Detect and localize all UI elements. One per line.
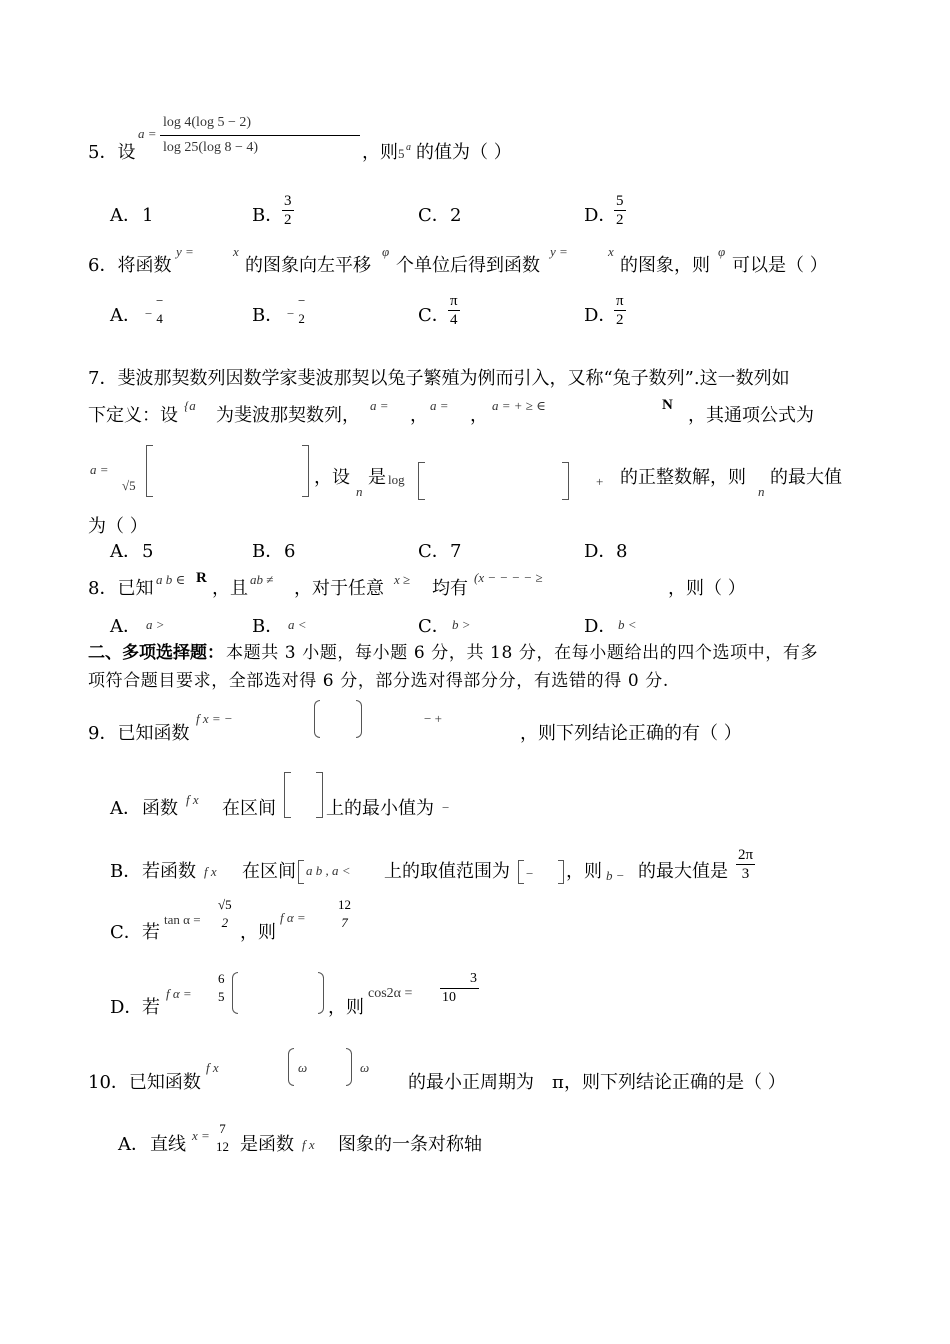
q9-opt-d-paren-left — [232, 972, 238, 1014]
q9-opt-c-t1: 若 — [142, 922, 160, 943]
q8-opt-d-label: D． — [584, 616, 617, 637]
q7-log-bracket-left — [418, 462, 425, 500]
q6-x2: x — [608, 244, 614, 259]
q9-opt-b-bminus: b − — [606, 868, 625, 883]
q9-opt-a-minus: − — [442, 800, 450, 815]
q7-opt-d-label: D． — [584, 541, 617, 562]
q7-a2: a = — [430, 398, 449, 413]
q9-rest: − + — [424, 711, 442, 726]
q8-abne: ab ≠ — [250, 572, 274, 587]
q5-tail: ，则 — [362, 142, 398, 163]
q9-paren-left — [314, 700, 320, 738]
q7-plus: + — [596, 474, 604, 489]
q7-opt-c-label: C． — [418, 541, 450, 562]
q10-number: 10．已知函数 — [88, 1072, 201, 1093]
q7-opt-a-value: 5 — [142, 541, 154, 562]
q9-opt-b-range: − — [526, 866, 534, 881]
q7-line4: 为（ ） — [88, 516, 148, 537]
q8-inequality: (x − − − − ≥ — [474, 570, 543, 585]
q9-fx: f x = − — [196, 711, 233, 726]
q7-opt-c-value: 7 — [450, 541, 462, 562]
q9-opt-a-t3: 上的最小值为 — [326, 798, 434, 819]
q7-bracket-left — [146, 445, 153, 497]
q9-opt-a-interval-right — [316, 772, 323, 818]
q5-opt-d-label: D． — [584, 205, 617, 226]
q9-opt-c-label: C． — [110, 922, 142, 943]
q8-opt-c-label: C． — [418, 616, 450, 637]
q9-opt-b-interval-left — [298, 860, 304, 884]
q7-comma2: ， — [470, 405, 488, 426]
q9-opt-d-fa: f α = — [166, 986, 192, 1001]
q9-opt-c-t2: ，则 — [240, 922, 276, 943]
q9-opt-b-fraction: $\frac{2\pi}{3}$ — [738, 847, 754, 882]
q9-opt-a-label: A． — [110, 798, 141, 819]
section-2-line2: 项符合题目要求，全部选对得 6 分，部分选对得部分分，有选错的得 0 分. — [88, 671, 669, 691]
q8-tail: ，则（ ） — [668, 578, 746, 599]
q7-opt-a-label: A． — [110, 541, 141, 562]
q9-opt-d-result: $\frac{3}{10}$ — [442, 971, 477, 1005]
q5-opt-b-fraction: $\frac{3}{2}$ — [284, 193, 292, 228]
q8-opt-d-value: b < — [618, 617, 637, 632]
q6-opt-c-label: C． — [418, 305, 450, 326]
q9-opt-b-t5: 的最大值是 — [638, 861, 728, 882]
q9-opt-d-coef: 6 5 — [218, 971, 225, 1004]
q7-comma1: ， — [410, 405, 428, 426]
q8-opt-b-label: B． — [252, 616, 284, 637]
q5-opt-b-label: B． — [252, 205, 284, 226]
q7-n2: n — [758, 484, 765, 499]
q10-omega: ω — [298, 1060, 308, 1075]
q9-opt-b-fx: f x — [204, 864, 217, 879]
q8-mid3: 均有 — [432, 578, 468, 599]
q5-opt-c-label: C． — [418, 205, 450, 226]
q5-opt-a-value: 1 — [142, 205, 154, 226]
q6-opt-a-sign: − — [144, 306, 153, 321]
q8-mid: ，且 — [212, 578, 248, 599]
q8-opt-c-value: b > — [452, 617, 471, 632]
q5-five: 5 — [398, 146, 405, 161]
q9-opt-a-interval-left — [284, 772, 291, 818]
q9-opt-c-fa: f α = — [280, 910, 306, 925]
q9-opt-d-paren-right — [318, 972, 324, 1014]
q6-number: 6．将函数 — [88, 255, 172, 276]
q5-exp: a — [406, 142, 411, 153]
q7-recurrence: a = + ≥ ∈ — [492, 398, 546, 413]
q9-opt-c-tan-fraction: √5 2 — [218, 897, 232, 930]
q9-tail: ，则下列结论正确的有（ ） — [520, 723, 742, 744]
q10-opt-a-t2: 是函数 — [240, 1134, 294, 1155]
q5-lhs: a = — [138, 126, 157, 141]
q7-a1: a = — [370, 398, 389, 413]
q5-number: 5．设 — [88, 142, 136, 163]
q6-y2: y = — [550, 244, 568, 259]
q7-line2a: 下定义：设 — [88, 405, 178, 426]
q6-opt-a-label: A． — [110, 305, 141, 326]
q7-n1: n — [356, 484, 363, 499]
q10-opt-a-fx: f x — [302, 1137, 315, 1152]
q9-opt-b-t4: ，则 — [566, 861, 602, 882]
q9-opt-b-label: B． — [110, 861, 142, 882]
q7-log-bracket-right — [562, 462, 569, 500]
q10-paren-left — [288, 1048, 294, 1086]
q7-opt-b-value: 6 — [284, 541, 296, 562]
q5-frac-num: log 4(log 5 − 2) — [163, 115, 251, 130]
q5-frac-den: log 25(log 8 − 4) — [163, 140, 258, 155]
q9-opt-a-t2: 在区间 — [222, 798, 276, 819]
q10-opt-a-x: x = — [192, 1128, 210, 1143]
q8-mid2: ，对于任意 — [294, 578, 384, 599]
q7-line3b: 是 — [368, 467, 386, 488]
q7-seq: {a — [184, 398, 196, 413]
q9-opt-d-label: D． — [110, 997, 143, 1018]
q8-number: 8．已知 — [88, 578, 154, 599]
q7-an: a = — [90, 462, 109, 477]
q7-line3c: 的正整数解，则 — [620, 467, 746, 488]
q9-opt-b-range-left — [518, 860, 524, 884]
q6-x1: x — [233, 244, 239, 259]
q10-pi: π — [552, 1072, 564, 1093]
q7-line2c: ，其通项公式为 — [688, 405, 814, 426]
q6-phi2: φ — [718, 244, 726, 259]
q7-line3d: 的最大值 — [770, 467, 842, 488]
q6-mid3: 的图象，则 — [620, 255, 710, 276]
q7-line3a: ，设 — [314, 467, 350, 488]
q6-mid: 的图象向左平移 — [245, 255, 371, 276]
q7-opt-d-value: 8 — [616, 541, 628, 562]
q9-opt-d-cos: cos2α = — [368, 986, 413, 1001]
q8-opt-a-label: A． — [110, 616, 141, 637]
q8-xge: x ≥ — [394, 572, 411, 587]
q9-opt-b-t3: 上的取值范围为 — [384, 861, 510, 882]
q9-opt-c-result: 12 7 — [338, 897, 351, 930]
q10-tail: 的最小正周期为 — [408, 1072, 534, 1093]
q10-fx: f x — [206, 1060, 219, 1075]
q6-phi: φ — [382, 244, 390, 259]
q6-opt-d-fraction: $\frac{\pi}{2}$ — [616, 293, 624, 328]
q8-reals: R — [196, 570, 207, 586]
q5-opt-c-value: 2 — [450, 205, 462, 226]
q10-opt-a-t1: 直线 — [150, 1134, 186, 1155]
section-2-line1: 本题共 3 小题，每小题 6 分，共 18 分，在每小题给出的四个选项中，有多 — [226, 643, 819, 663]
q6-opt-b-sign: − — [286, 306, 295, 321]
q7-line1: 7．斐波那契数列因数学家斐波那契以兔子繁殖为例而引入，又称“兔子数列”.这一数列如 — [88, 368, 790, 389]
q7-naturals: N — [662, 397, 673, 413]
q5-frac-bar — [160, 135, 360, 136]
q8-opt-a-value: a > — [146, 617, 165, 632]
q9-opt-b-ab: a b , a < — [306, 863, 351, 878]
q10-tail2: ，则下列结论正确的是（ ） — [564, 1072, 786, 1093]
q6-opt-d-label: D． — [584, 305, 617, 326]
q6-y1: y = — [176, 244, 194, 259]
q10-opt-a-t3: 图象的一条对称轴 — [338, 1134, 482, 1155]
q6-opt-a-fraction: − 4 — [156, 293, 164, 326]
q10-opt-a-label: A． — [118, 1134, 149, 1155]
q5-opt-a-label: A． — [110, 205, 141, 226]
q5-tail2: 的值为（ ） — [416, 142, 512, 163]
q6-opt-c-fraction: $\frac{\pi}{4}$ — [450, 293, 458, 328]
q6-opt-b-label: B． — [252, 305, 284, 326]
q7-sqrt5: √5 — [122, 478, 136, 493]
q9-opt-b-range-right — [558, 860, 564, 884]
q9-opt-b-t1: 若函数 — [142, 861, 196, 882]
q9-paren-right — [356, 700, 362, 738]
q7-opt-b-label: B． — [252, 541, 284, 562]
section-2-title: 二、多项选择题： — [88, 643, 224, 663]
q9-opt-a-fx: f x — [186, 792, 199, 807]
q9-opt-c-tan: tan α = — [164, 912, 201, 927]
q6-mid2: 个单位后得到函数 — [396, 255, 540, 276]
q9-opt-a-t1: 函数 — [142, 798, 178, 819]
q7-log: log — [388, 472, 405, 487]
q7-bracket-right — [302, 445, 309, 497]
q7-line2b: 为斐波那契数列， — [216, 405, 360, 426]
q10-omega2: ω — [360, 1060, 370, 1075]
q8-ab: a b ∈ — [156, 572, 186, 587]
q10-opt-a-fraction: 7 12 — [216, 1121, 229, 1154]
q9-opt-b-t2: 在区间 — [242, 861, 296, 882]
q10-paren-right — [346, 1048, 352, 1086]
q9-opt-d-t2: ，则 — [328, 997, 364, 1018]
q6-opt-b-fraction: − 2 — [298, 293, 306, 326]
q6-tail: 可以是（ ） — [732, 255, 828, 276]
q5-opt-d-fraction: $\frac{5}{2}$ — [616, 193, 624, 228]
q8-opt-b-value: a < — [288, 617, 307, 632]
q9-number: 9．已知函数 — [88, 723, 190, 744]
q9-opt-d-t1: 若 — [142, 997, 160, 1018]
